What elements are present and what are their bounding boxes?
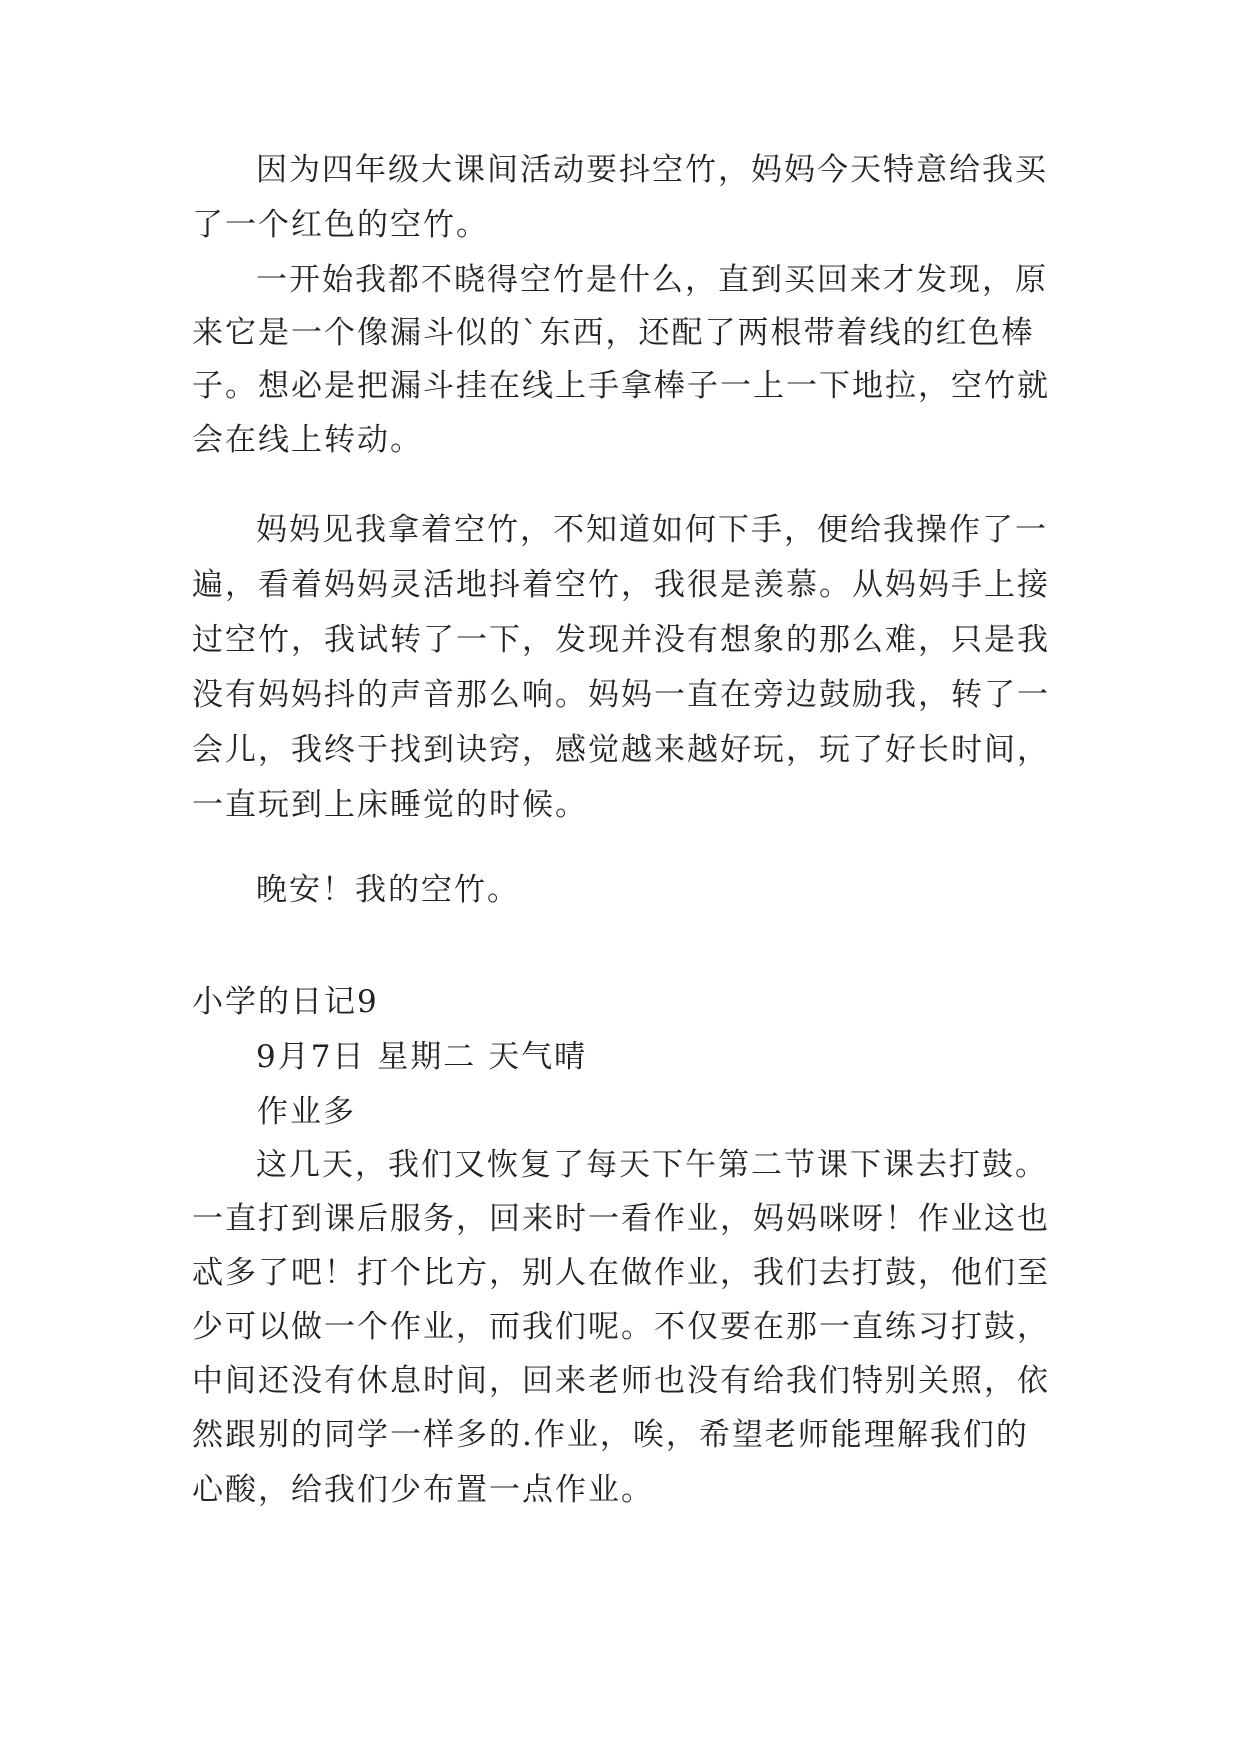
diary-title: 作业多: [257, 1094, 356, 1130]
paragraph-line: 过空竹，我试转了一下，发现并没有想象的那么难，只是我: [192, 622, 1050, 658]
paragraph-line: 会儿，我终于找到诀窍，感觉越来越好玩，玩了好长时间，: [192, 732, 1050, 768]
paragraph-line: 心酸，给我们少布置一点作业。: [192, 1472, 654, 1508]
paragraph-line: 这几天，我们又恢复了每天下午第二节课下课去打鼓。: [256, 1147, 1048, 1183]
paragraph-line: 妈妈见我拿着空竹，不知道如何下手，便给我操作了一: [256, 512, 1048, 548]
diary-date-line: 9月7日 星期二 天气晴: [256, 1039, 588, 1075]
paragraph-line: 会在线上转动。: [192, 422, 423, 458]
paragraph-line: 中间还没有休息时间，回来老师也没有给我们特别关照，依: [192, 1363, 1050, 1399]
paragraph-line: 子。想必是把漏斗挂在线上手拿棒子一上一下地拉，空竹就: [192, 368, 1050, 404]
paragraph-line: 了一个红色的空竹。: [192, 207, 489, 243]
paragraph-line: 来它是一个像漏斗似的`东西，还配了两根带着线的红色棒: [192, 315, 1035, 351]
paragraph-line: 一直打到课后服务，回来时一看作业，妈妈咪呀！作业这也: [192, 1201, 1050, 1237]
paragraph-line: 一直玩到上床睡觉的时候。: [192, 787, 588, 823]
paragraph-line: 遍，看着妈妈灵活地抖着空竹，我很是羡慕。从妈妈手上接: [192, 567, 1050, 603]
paragraph-line: 然跟别的同学一样多的.作业，唉，希望老师能理解我们的: [192, 1417, 1029, 1453]
paragraph-line: 少可以做一个作业，而我们呢。不仅要在那一直练习打鼓，: [192, 1309, 1050, 1345]
paragraph-line: 一开始我都不晓得空竹是什么，直到买回来才发现，原: [256, 262, 1048, 298]
paragraph-line: 因为四年级大课间活动要抖空竹，妈妈今天特意给我买: [256, 152, 1048, 188]
section-heading: 小学的日记9: [192, 984, 379, 1020]
paragraph-line: 晚安！我的空竹。: [256, 872, 520, 908]
paragraph-line: 没有妈妈抖的声音那么响。妈妈一直在旁边鼓励我，转了一: [192, 677, 1050, 713]
paragraph-line: 忒多了吧！打个比方，别人在做作业，我们去打鼓，他们至: [192, 1255, 1050, 1291]
